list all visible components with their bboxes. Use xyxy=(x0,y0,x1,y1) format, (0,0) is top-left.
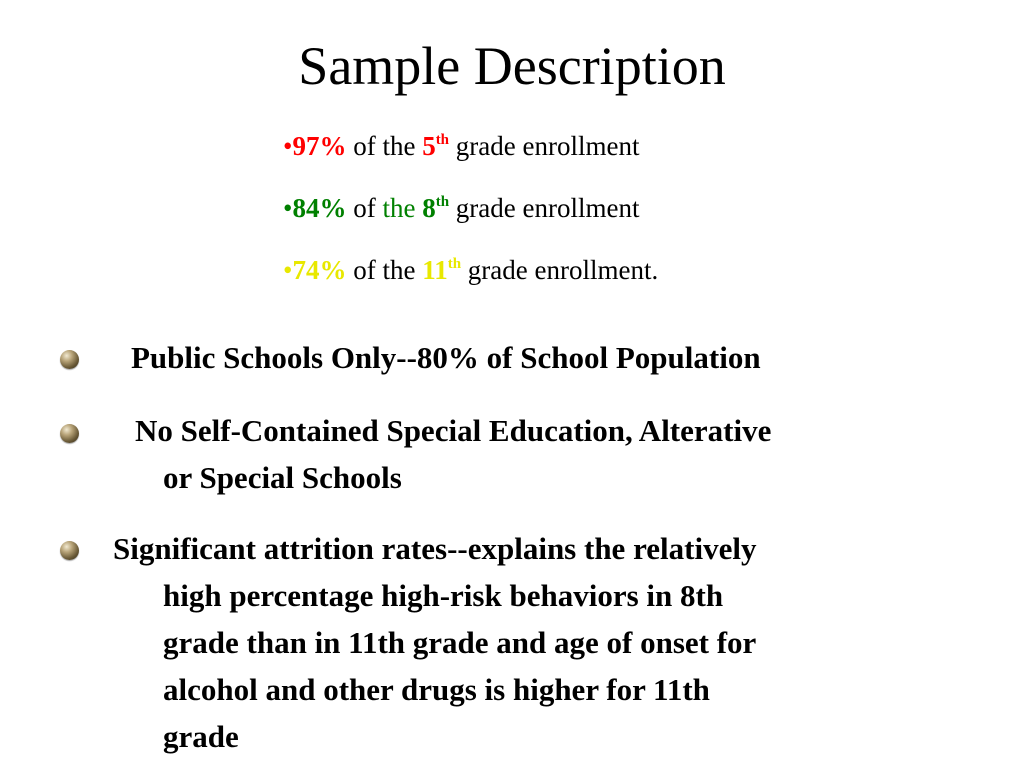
bullet-text-continuation: high percentage high-risk behaviors in 8th xyxy=(163,578,724,613)
stat-the: the xyxy=(382,193,416,223)
stat-grade: 5 xyxy=(422,131,436,161)
stat-percent: 84% xyxy=(292,193,347,223)
bullet-text: Significant attrition rates--explains the relatively xyxy=(113,531,757,566)
slide-title: Sample Description xyxy=(298,36,726,96)
stat-of-the: of the xyxy=(353,255,416,285)
bullet-orb-icon xyxy=(60,350,79,369)
bullet-text-continuation: alcohol and other drugs is higher for 11th xyxy=(163,672,710,707)
stat-grade: 11 xyxy=(422,255,448,285)
stat-suffix: grade enrollment xyxy=(455,131,640,161)
bullet-text: Public Schools Only--80% of School Population xyxy=(131,340,761,375)
stat-suffix: grade enrollment. xyxy=(467,255,659,285)
stat-line-5th xyxy=(283,130,639,162)
bullet-orb-icon xyxy=(60,424,79,443)
stat-suffix: grade enrollment xyxy=(455,193,640,223)
bullet-text-continuation: or Special Schools xyxy=(163,460,402,495)
stat-bullet: • xyxy=(283,131,293,161)
stat-of-the: of the xyxy=(353,131,416,161)
stat-grade-suffix: th xyxy=(435,194,450,210)
bullet-text-continuation: grade xyxy=(163,719,239,754)
stat-line-11th xyxy=(283,254,658,286)
stat-grade: 8 xyxy=(422,193,436,223)
stat-percent: 97% xyxy=(292,131,347,161)
stat-of: of xyxy=(353,193,376,223)
bullet-text-continuation: grade than in 11th grade and age of onset for xyxy=(163,625,757,660)
stat-line-8th xyxy=(283,192,639,224)
stat-percent: 74% xyxy=(292,255,347,285)
stat-bullet: • xyxy=(283,193,293,223)
stat-grade-suffix: th xyxy=(435,132,450,148)
stat-bullet: • xyxy=(283,255,293,285)
bullet-text: No Self-Contained Special Education, Alterative xyxy=(135,413,772,448)
stat-grade-suffix: th xyxy=(447,256,462,272)
bullet-orb-icon xyxy=(60,541,79,560)
